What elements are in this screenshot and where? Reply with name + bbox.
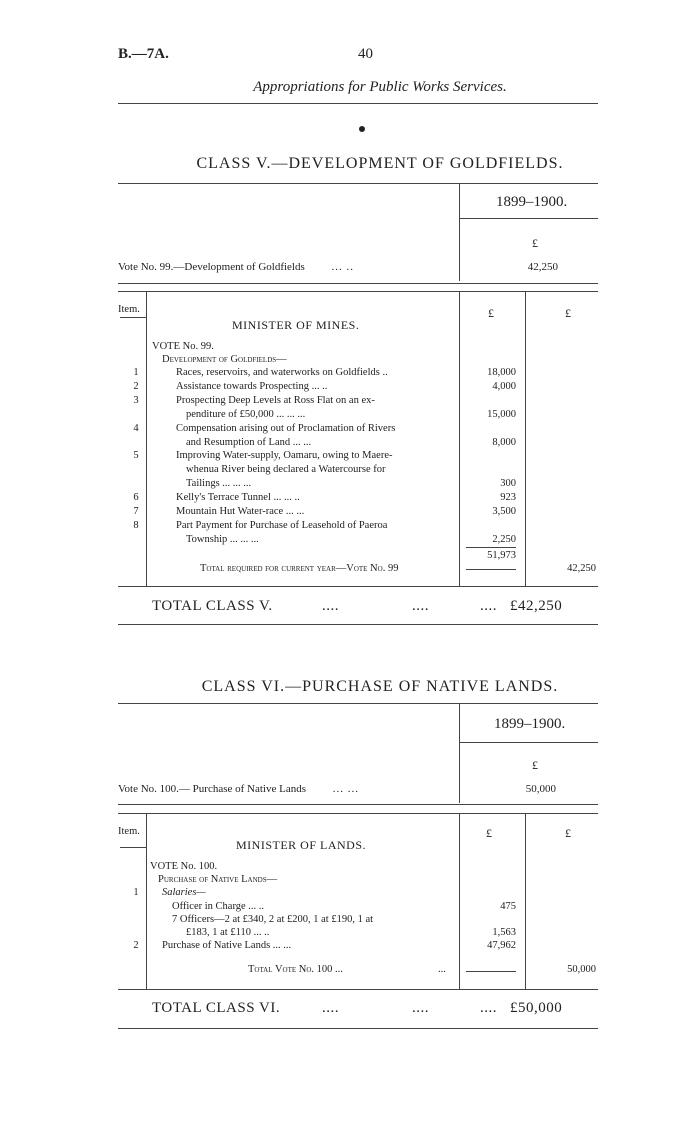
class6-year-rule <box>459 742 598 743</box>
class5-summary-top-rule <box>118 183 598 184</box>
page-number: 40 <box>358 46 373 62</box>
class5-item-row-description: Races, reservoirs, and waterworks on Goldfields .. <box>176 367 388 378</box>
class5-item-row <box>0 380 700 393</box>
class6-vote-number: VOTE No. 100. <box>150 861 218 872</box>
class5-item-row <box>0 491 700 504</box>
class6-title: CLASS VI.—PURCHASE OF NATIVE LANDS. <box>201 678 559 695</box>
class6-item-row-description: Purchase of Native Lands ... ... <box>162 940 292 951</box>
class6-total-class-label: TOTAL CLASS VI. <box>152 1000 281 1016</box>
class5-item-row <box>0 463 700 476</box>
class5-total-currency: £ <box>565 306 571 320</box>
class6-item-row <box>0 900 700 913</box>
class5-vote-dots: ... .. <box>331 261 355 273</box>
class6-item-header: Item. <box>118 826 140 837</box>
class5-item-row-amount: 923 <box>500 492 516 504</box>
class6-total-label: Total Vote No. 100 ... ... <box>248 964 446 975</box>
class6-item-row-description: £183, 1 at £110 ... .. <box>186 927 270 938</box>
class5-item-row-description: Tailings ... ... ... <box>186 478 252 490</box>
class6-item-1-number: 1 <box>133 887 139 898</box>
class5-item-row <box>0 408 700 421</box>
class6-end-rule <box>118 1028 598 1029</box>
class5-item-row-description: Assistance towards Prospecting ... .. <box>176 380 328 392</box>
class5-total-class-amount: £42,250 <box>510 598 563 614</box>
class6-detail-bottom-rule <box>118 989 598 990</box>
class5-summary-bottom-rule <box>118 283 598 284</box>
class5-item-row-number: 4 <box>133 422 139 434</box>
class5-item-row-description: Improving Water-supply, Oamaru, owing to Maere- <box>176 450 393 462</box>
class5-item-row-description: Kelly's Terrace Tunnel ... ... .. <box>176 492 300 504</box>
class5-vote-label: Vote No. 99.—Development of Goldfields <box>118 261 305 273</box>
class5-item-row <box>0 505 700 518</box>
class5-item-row <box>0 366 700 379</box>
class5-vote-line <box>118 261 354 273</box>
class6-amount-currency: £ <box>486 826 492 840</box>
header-rule <box>118 103 598 104</box>
class6-summary-bottom-rule <box>118 804 598 805</box>
class5-item-row-amount: 300 <box>500 478 516 490</box>
class5-item-row-amount: 2,250 <box>492 533 516 545</box>
class5-year: 1899–1900. <box>496 194 568 210</box>
class5-vote-amount: 42,250 <box>527 261 558 273</box>
class5-item-row <box>0 533 700 546</box>
class6-item-row-description: 7 Officers—2 at £340, 2 at £200, 1 at £190, 1 at <box>172 914 374 925</box>
class6-item-underline <box>120 847 146 848</box>
class5-item-row-description: Compensation arising out of Proclamation of Rivers <box>176 422 396 434</box>
class6-summary-currency: £ <box>532 758 538 772</box>
class5-item-row-description: Township ... ... ... <box>186 533 259 545</box>
class6-item-row-description: Officer in Charge ... .. <box>172 901 265 912</box>
page-title: Appropriations for Public Works Services. <box>253 79 507 95</box>
class5-year-rule <box>459 218 598 219</box>
class5-item-row-number: 1 <box>133 367 139 378</box>
class6-salaries-heading: Salaries— <box>162 887 206 898</box>
class6-subhead: Purchase of Native Lands— <box>158 874 278 885</box>
class5-subhead: Development of Goldfields— <box>162 354 287 365</box>
class6-total-amount: 50,000 <box>567 964 596 975</box>
class6-item-row-number: 2 <box>133 940 139 951</box>
class6-summary-col-divider <box>459 703 460 803</box>
class5-item-row-amount: 8,000 <box>492 436 516 448</box>
class5-total-class: TOTAL CLASS V. .... .... .... £42,250 <box>152 598 563 614</box>
class5-item-row <box>0 422 700 435</box>
class5-subtotal-rule <box>466 547 516 548</box>
class6-vote-line <box>118 783 359 795</box>
class5-item-row <box>0 436 700 449</box>
class5-item-header: Item. <box>118 304 140 315</box>
document-code: B.—7A. <box>118 46 169 62</box>
class6-vote-amount: 50,000 <box>525 783 556 795</box>
class6-total-class: TOTAL CLASS VI. .... .... .... £50,000 <box>152 1000 563 1016</box>
class5-item-row-number: 7 <box>133 506 139 517</box>
class5-item-row-number: 6 <box>133 492 139 504</box>
class5-total-label: Total required for current year—Vote No. 99 <box>200 563 399 574</box>
class5-item-row-number: 3 <box>133 394 139 406</box>
class5-item-row-amount: 15,000 <box>487 408 516 420</box>
class5-item-row-description: whenua River being declared a Watercourse for <box>186 464 386 476</box>
class5-item-row <box>0 394 700 407</box>
class6-minister: MINISTER OF LANDS. <box>236 838 367 852</box>
class5-summary-currency: £ <box>532 236 538 250</box>
class6-vote-label: Vote No. 100.— Purchase of Native Lands <box>118 783 306 795</box>
class5-item-row-description: Mountain Hut Water-race ... ... <box>176 506 305 517</box>
class5-item-row-amount: 18,000 <box>487 367 516 378</box>
class5-title: CLASS V.—DEVELOPMENT OF GOLDFIELDS. <box>196 155 564 172</box>
class5-item-row-description: Part Payment for Purchase of Leasehold of Paeroa <box>176 519 388 531</box>
class6-vote-dots: ... ... <box>332 783 359 795</box>
class5-summary-col-divider <box>459 183 460 281</box>
class5-total-rule <box>466 569 516 570</box>
class6-total-currency: £ <box>565 826 571 840</box>
class5-amount-currency: £ <box>488 306 494 320</box>
class5-item-row-description: penditure of £50,000 ... ... ... <box>186 408 306 420</box>
class5-detail-bottom-rule <box>118 586 598 587</box>
class5-total-amount: 42,250 <box>567 563 596 574</box>
class5-detail-top-rule <box>118 291 598 292</box>
class6-year: 1899–1900. <box>494 716 566 732</box>
class5-item-row-description: Prospecting Deep Levels at Ross Flat on an ex- <box>176 394 375 406</box>
class6-item-row-amount: 47,962 <box>487 940 516 951</box>
class6-summary-top-rule <box>118 703 598 704</box>
class5-subtotal: 51,973 <box>487 550 516 561</box>
class5-item-row <box>0 449 700 462</box>
bullet-mark <box>359 126 365 132</box>
class6-item-row-amount: 1,563 <box>492 927 516 938</box>
class5-item-row-number: 2 <box>133 380 139 392</box>
class5-item-row-amount: 3,500 <box>492 506 516 517</box>
class5-total-class-label: TOTAL CLASS V. <box>152 598 273 614</box>
class5-item-row-amount: 4,000 <box>492 380 516 392</box>
class5-item-row <box>0 519 700 532</box>
class5-item-underline <box>120 317 146 318</box>
class6-item-row <box>0 926 700 939</box>
class6-total-rule <box>466 971 516 972</box>
class6-item-row <box>0 913 700 926</box>
class6-total-class-amount: £50,000 <box>510 1000 563 1016</box>
class5-item-row-number: 8 <box>133 519 139 531</box>
class5-minister: MINISTER OF MINES. <box>232 318 360 332</box>
class5-item-row-description: and Resumption of Land ... ... <box>186 436 312 448</box>
class6-detail-top-rule <box>118 813 598 814</box>
class5-end-rule <box>118 624 598 625</box>
class5-item-row <box>0 477 700 490</box>
class6-item-row-amount: 475 <box>500 901 516 912</box>
class5-vote-number: VOTE No. 99. <box>152 341 214 352</box>
class6-item-row <box>0 939 700 952</box>
class5-item-row-number: 5 <box>133 450 139 462</box>
